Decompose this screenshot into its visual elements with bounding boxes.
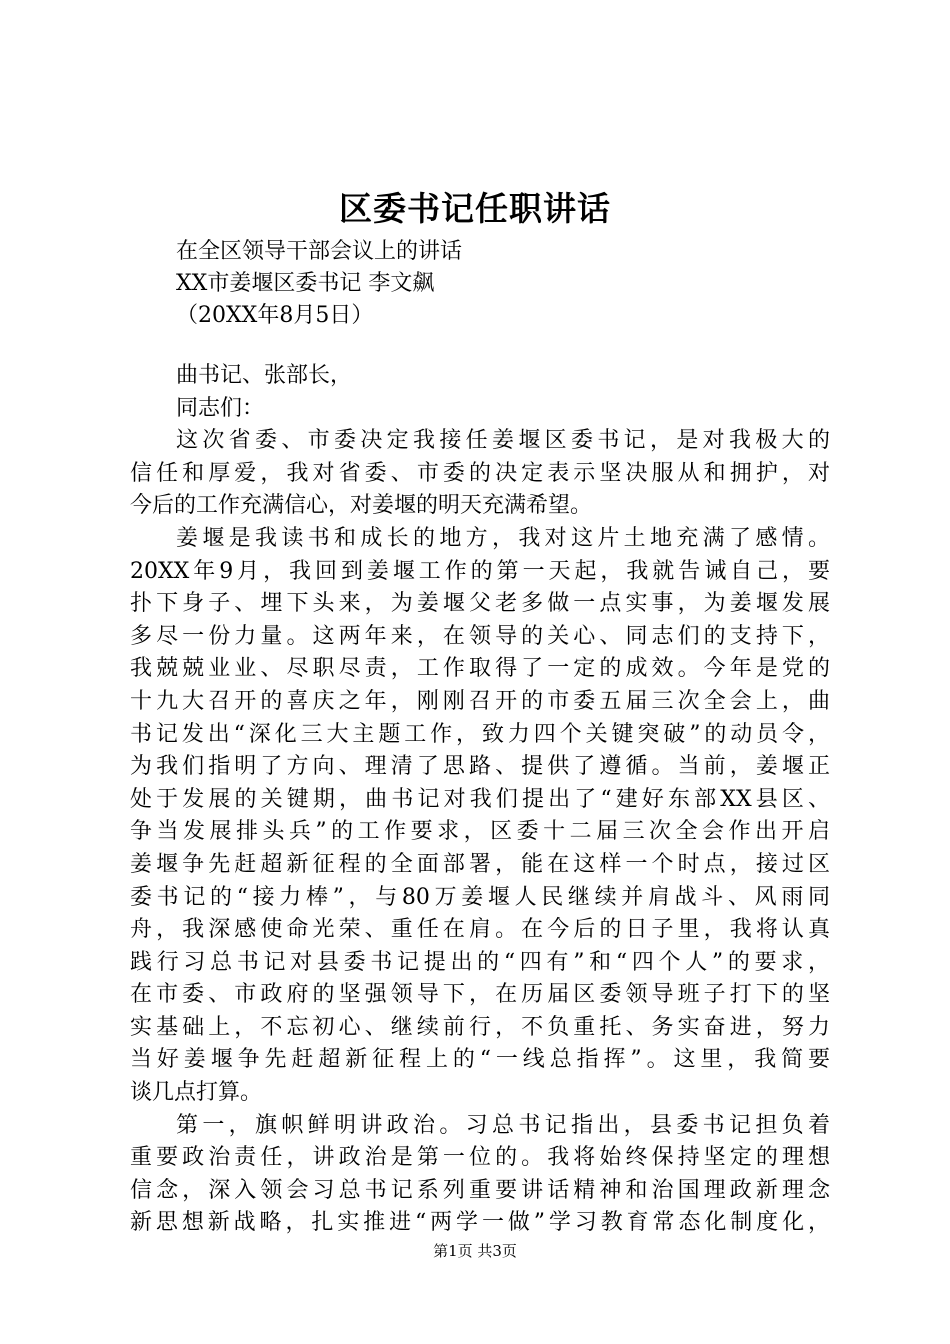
- salutation-line: 曲书记、张部长，: [176, 363, 353, 388]
- body-line: 扑下身子、埋下头来，为姜堰父老多做一点实事，为姜堰发展: [130, 591, 830, 617]
- document-title: 区委书记任职讲话: [339, 189, 611, 228]
- body-line: 信任和厚爱，我对省委、市委的决定表示坚决服从和拥护，对: [130, 460, 830, 486]
- body-line: 今后的工作充满信心，对姜堰的明天充满希望。: [130, 493, 593, 519]
- body-line: 20XX年9月，我回到姜堰工作的第一天起，我就告诫自己，要: [130, 558, 830, 584]
- body-line: 重要政治责任，讲政治是第一位的。我将始终保持坚定的理想: [130, 1145, 830, 1171]
- body-line: 践行习总书记对县委书记提出的“四有”和“四个人”的要求，: [130, 949, 830, 975]
- body-line: 在市委、市政府的坚强领导下，在历届区委领导班子打下的坚: [130, 982, 830, 1008]
- body-line: 舟，我深感使命光荣、重任在肩。在今后的日子里，我将认真: [130, 917, 830, 943]
- page-footer: 第1页 共3页: [433, 1242, 517, 1260]
- body-line: 姜堰是我读书和成长的地方，我对这片土地充满了感情。: [176, 525, 830, 551]
- body-line: 多尽一份力量。这两年来，在领导的关心、同志们的支持下，: [130, 623, 830, 649]
- body-line: 信念，深入领会习总书记系列重要讲话精神和治国理政新理念: [130, 1177, 830, 1203]
- body-line: 十九大召开的喜庆之年，刚刚召开的市委五届三次全会上，曲: [130, 688, 830, 714]
- body-line: 谈几点打算。: [130, 1080, 263, 1106]
- body-line: 争当发展排头兵”的工作要求，区委十二届三次全会作出开启: [130, 819, 830, 845]
- body-line: 新思想新战略，扎实推进“两学一做”学习教育常态化制度化，: [130, 1210, 830, 1236]
- body-line: 委书记的“接力棒”，与80万姜堰人民继续并肩战斗、风雨同: [130, 884, 830, 910]
- salutation-line: 同志们：: [176, 395, 265, 421]
- body-line: 当好姜堰争先赶超新征程上的“一线总指挥”。这里，我简要: [130, 1047, 830, 1073]
- body-line: 为我们指明了方向、理清了思路、提供了遵循。当前，姜堰正: [130, 754, 830, 780]
- body-line: 处于发展的关键期，曲书记对我们提出了“建好东部XX县区、: [130, 786, 830, 812]
- body-line: 实基础上，不忘初心、继续前行，不负重托、务实奋进，努力: [130, 1014, 830, 1040]
- body-line: 这次省委、市委决定我接任姜堰区委书记，是对我极大的: [176, 428, 830, 454]
- speech-header: [176, 236, 462, 332]
- body-line: 姜堰争先赶超新征程的全面部署，能在这样一个时点，接过区: [130, 851, 830, 877]
- body-line: 书记发出“深化三大主题工作，致力四个关键突破”的动员令，: [130, 721, 830, 747]
- body-line: 我兢兢业业、尽职尽责，工作取得了一定的成效。今年是党的: [130, 656, 830, 682]
- body-line: 第一，旗帜鲜明讲政治。习总书记指出，县委书记担负着: [176, 1112, 830, 1138]
- speaker-line: XX市姜堰区委书记 李文飙: [176, 271, 435, 296]
- speech-body: [130, 360, 830, 1240]
- speech-date: （20XX年8月5日）: [176, 303, 374, 328]
- speech-occasion: 在全区领导干部会议上的讲话: [176, 239, 463, 264]
